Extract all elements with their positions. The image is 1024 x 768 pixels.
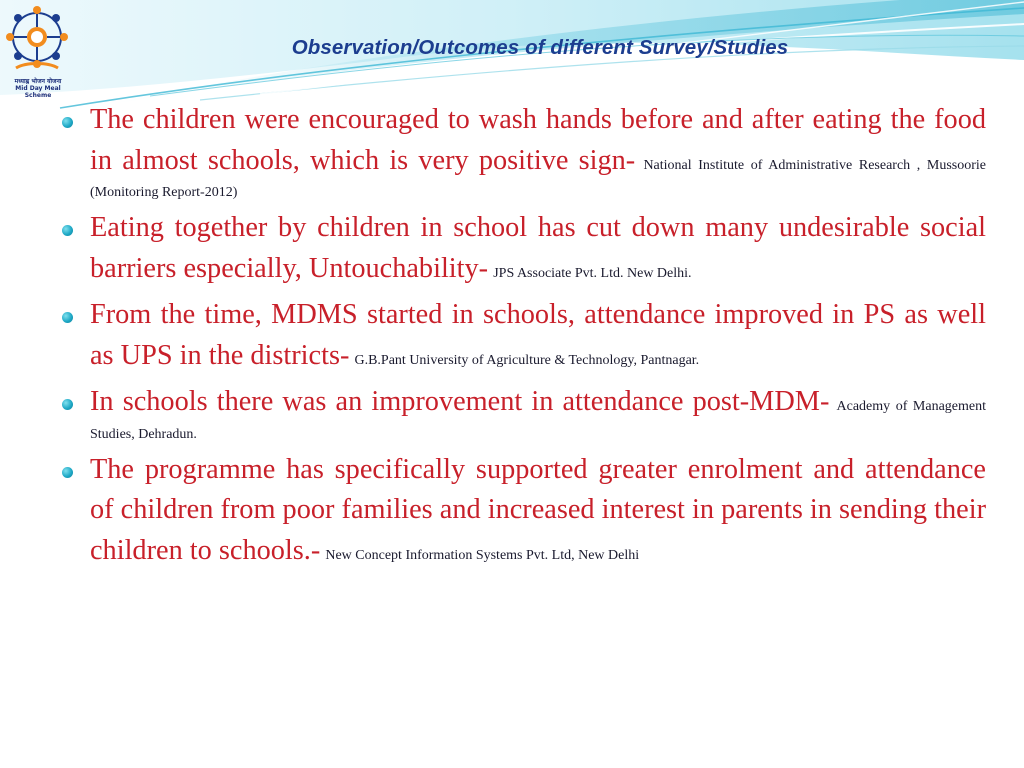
bullet-main-text: Eating together by children in school has cut down many undesirable social barriers especially, Untouchability- [90, 212, 986, 284]
bullet-icon [62, 399, 73, 410]
bullet-icon [62, 467, 73, 478]
bullet-icon [62, 312, 73, 323]
bullet-source-text: National Institute of Administrative Research , Mussoorie (Monitoring Report-2012) [90, 157, 986, 200]
bullet-icon [62, 117, 73, 128]
logo-text-hindi: मध्याह्न भोजन योजना [14, 78, 62, 85]
bullet-item-1 [62, 100, 986, 202]
bullet-main-text: From the time, MDMS started in schools, attendance improved in PS as well as UPS in the districts- [90, 299, 986, 371]
bullet-source-text: JPS Associate Pvt. Ltd. New Delhi. [493, 265, 692, 281]
bullet-source-text: New Concept Information Systems Pvt. Ltd, New Delhi [325, 547, 640, 563]
logo-emblem-icon [2, 2, 72, 76]
bullet-main-text: The programme has specifically supported greater enrolment and attendance of children from poor families and increased interest in parents in sending their children to schools.- [90, 453, 986, 566]
bullet-source-text: G.B.Pant University of Agriculture & Technology, Pantnagar. [354, 352, 700, 368]
bullet-item-3 [62, 295, 986, 376]
mid-day-meal-logo [2, 2, 72, 99]
bullet-main-text: In schools there was an improvement in attendance post-MDM- [90, 386, 830, 417]
slide-title: Observation/Outcomes of different Survey/Studies [291, 36, 789, 59]
bullet-icon [62, 225, 73, 236]
bullet-source-text: Academy of Management Studies, Dehradun. [90, 399, 987, 442]
logo-text-english: Mid Day Meal Scheme [15, 85, 61, 99]
bullet-main-text: The children were encouraged to wash hands before and after eating the food in almost schools, which is very positive sign- [90, 104, 986, 176]
bullet-list [62, 100, 986, 577]
bullet-item-5 [62, 450, 986, 572]
bullet-item-2 [62, 208, 986, 289]
bullet-item-4 [62, 382, 986, 444]
